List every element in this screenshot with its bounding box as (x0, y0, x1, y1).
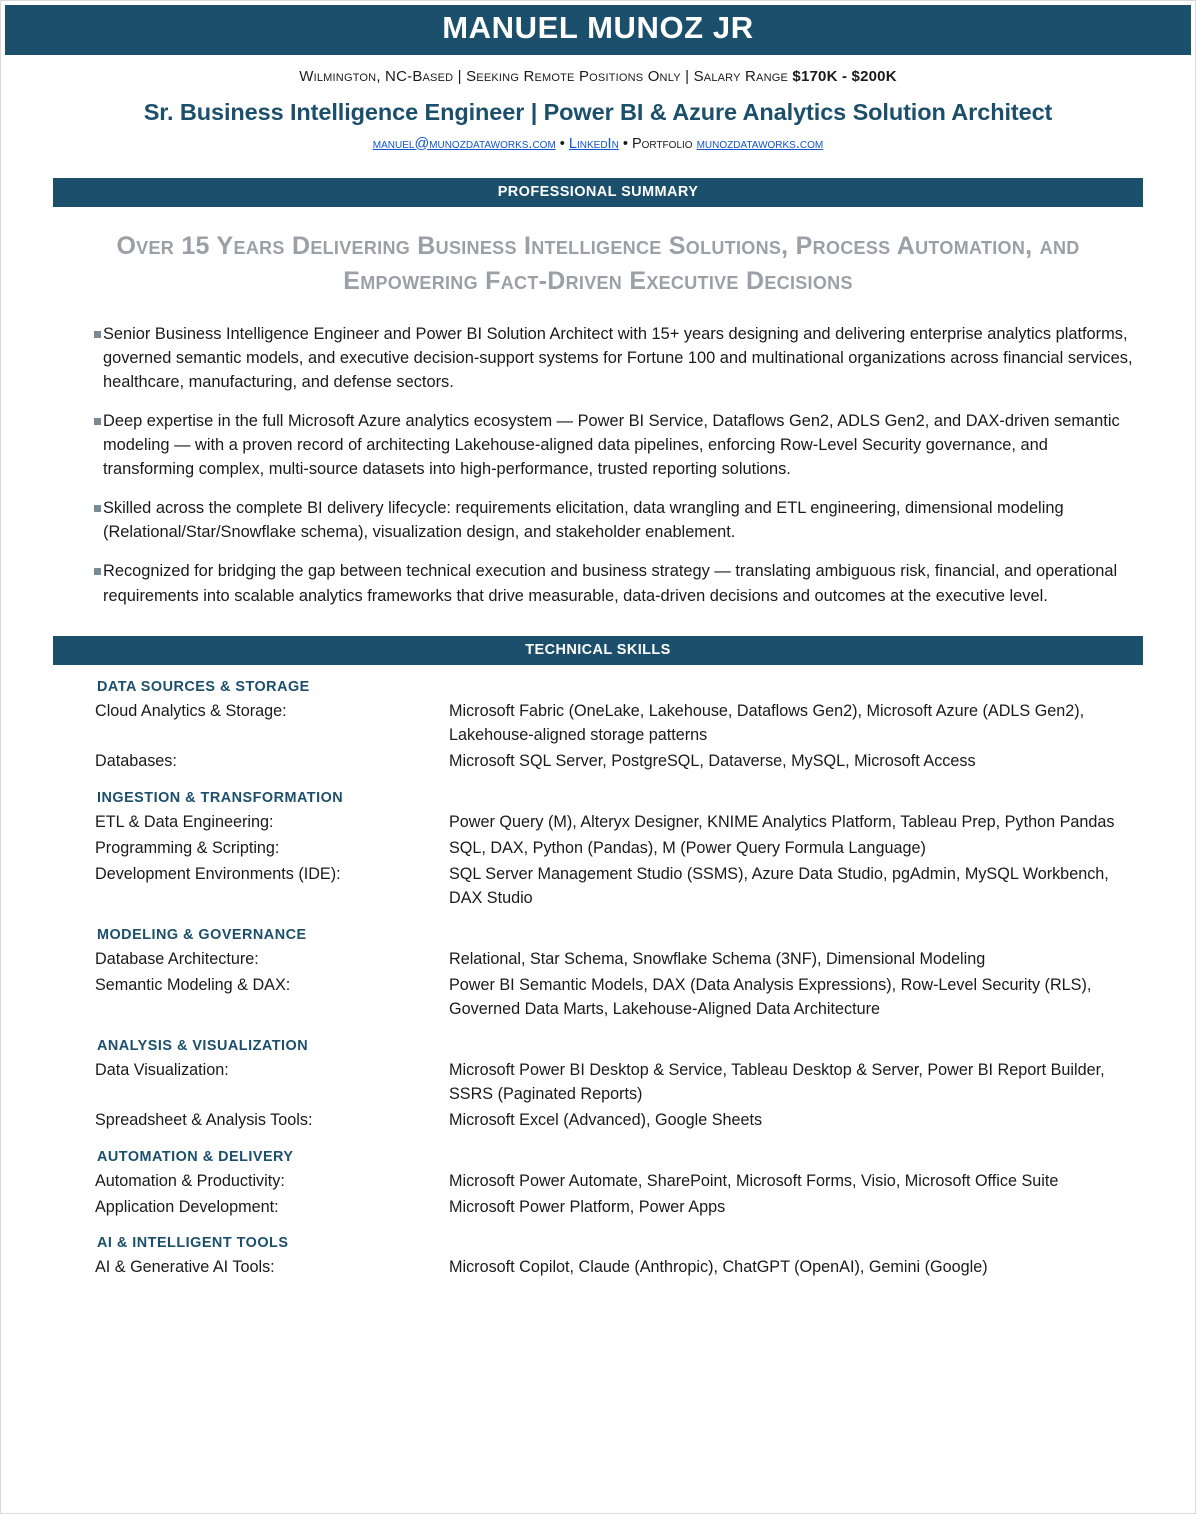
list-item: Skilled across the complete BI delivery lifecycle: requirements elicitation, data wrangling and ETL engineering, dimensional modeling (Relational/Star/Snowflake schema), visualization design, and stakeholder enablement. (61, 496, 1135, 544)
skill-group-heading: AUTOMATION & DELIVERY (97, 1148, 294, 1165)
portfolio-label: Portfolio (631, 135, 697, 152)
skill-label: Programming & Scripting: (95, 838, 280, 857)
email-link[interactable]: manuel@munozdataworks.com (372, 135, 556, 152)
technical-skills-body (61, 679, 1135, 1280)
skill-label: Databases: (95, 752, 177, 771)
skill-group-heading: DATA SOURCES & STORAGE (97, 678, 310, 695)
skill-label: ETL & Data Engineering: (95, 812, 274, 831)
skill-row (61, 1255, 1135, 1279)
location-subline (1, 68, 1195, 85)
section-header-technical-skills: TECHNICAL SKILLS (53, 636, 1143, 665)
skill-value: Power Query (M), Alteryx Designer, KNIME Analytics Platform, Tableau Prep, Python Pandas (449, 812, 1115, 831)
skill-value: Microsoft SQL Server, PostgreSQL, Dataverse, MySQL, Microsoft Access (449, 752, 976, 771)
skill-value: Relational, Star Schema, Snowflake Schema (3NF), Dimensional Modeling (449, 949, 986, 968)
skill-value: SQL Server Management Studio (SSMS), Azure Data Studio, pgAdmin, MySQL Workbench, DAX Studio (449, 865, 1109, 908)
skill-row (61, 947, 1135, 971)
skill-value: SQL, DAX, Python (Pandas), M (Power Query Formula Language) (449, 838, 926, 857)
skill-row (61, 973, 1135, 1022)
candidate-name: MANUEL MUNOZ JR (442, 10, 754, 45)
linkedin-link[interactable]: LinkedIn (568, 135, 619, 152)
skill-row (61, 810, 1135, 834)
location-text: Wilmington, NC-Based | Seeking Remote Positions Only | Salary Range (299, 67, 793, 85)
skill-label: Data Visualization: (95, 1060, 229, 1079)
skill-value: Microsoft Copilot, Claude (Anthropic), ChatGPT (OpenAI), Gemini (Google) (449, 1258, 988, 1277)
skill-value: Microsoft Power Automate, SharePoint, Microsoft Forms, Visio, Microsoft Office Suite (449, 1171, 1059, 1190)
skill-label: Application Development: (95, 1197, 279, 1216)
skill-row (61, 699, 1135, 748)
skill-label: Spreadsheet & Analysis Tools: (95, 1111, 313, 1130)
name-banner (5, 5, 1191, 55)
section-header-professional-summary: PROFESSIONAL SUMMARY (53, 178, 1143, 207)
skill-value: Microsoft Power Platform, Power Apps (449, 1197, 726, 1216)
portfolio-link[interactable]: munozdataworks.com (696, 135, 824, 152)
skill-label: Database Architecture: (95, 949, 259, 968)
skill-row (61, 1108, 1135, 1132)
list-item: Recognized for bridging the gap between technical execution and business strategy — translating ambiguous risk, financial, and operational requirements into scalable analytics frameworks that drive measurable, data-driven decisions and outcomes at the executive level. (61, 559, 1135, 607)
contact-separator-2: • (618, 135, 632, 152)
skill-group-heading: ANALYSIS & VISUALIZATION (97, 1037, 309, 1054)
skill-label: Automation & Productivity: (95, 1171, 285, 1190)
skill-row (61, 862, 1135, 911)
list-item: Deep expertise in the full Microsoft Azure analytics ecosystem — Power BI Service, Dataflows Gen2, ADLS Gen2, and DAX-driven semantic modeling — with a proven record of architecting Lakehouse-aligned data pipelines, enforcing Row-Level Security governance, and transforming complex, multi-source datasets into high-performance, trusted reporting solutions. (61, 409, 1135, 481)
summary-bullet-list (61, 322, 1135, 608)
skill-label: Cloud Analytics & Storage: (95, 701, 287, 720)
contact-separator-1: • (555, 135, 569, 152)
skill-label: AI & Generative AI Tools: (95, 1258, 275, 1277)
skill-group-heading: AI & INTELLIGENT TOOLS (97, 1235, 289, 1252)
professional-title: Sr. Business Intelligence Engineer | Power BI & Azure Analytics Solution Architect (143, 98, 1053, 125)
summary-headline: Over 15 Years Delivering Business Intelligence Solutions, Process Automation, and Empowering Fact-Driven Executive Decisions (116, 231, 1080, 296)
skill-group-heading: MODELING & GOVERNANCE (97, 926, 307, 943)
skill-group-heading: INGESTION & TRANSFORMATION (97, 789, 344, 806)
skill-row (61, 1058, 1135, 1107)
skill-row (61, 836, 1135, 860)
skill-row (61, 1195, 1135, 1219)
list-item: Senior Business Intelligence Engineer and Power BI Solution Architect with 15+ years designing and delivering enterprise analytics platforms, governed semantic models, and executive decision-support systems for Fortune 100 and multinational organizations across financial services, healthcare, manufacturing, and defense sectors. (61, 322, 1135, 394)
skill-value: Power BI Semantic Models, DAX (Data Analysis Expressions), Row-Level Security (RLS), Governed Data Marts, Lakehouse-Aligned Data Architecture (449, 976, 1092, 1019)
skill-label: Semantic Modeling & DAX: (95, 976, 291, 995)
skill-label: Development Environments (IDE): (95, 865, 341, 884)
skill-row (61, 1169, 1135, 1193)
skill-row (61, 749, 1135, 773)
salary-range: $170K - $200K (792, 67, 897, 85)
skill-value: Microsoft Power BI Desktop & Service, Tableau Desktop & Server, Power BI Report Builder, SSRS (Paginated Reports) (449, 1060, 1105, 1103)
skill-value: Microsoft Excel (Advanced), Google Sheets (449, 1111, 763, 1130)
contact-line (1, 136, 1195, 152)
skill-value: Microsoft Fabric (OneLake, Lakehouse, Dataflows Gen2), Microsoft Azure (ADLS Gen2), Lakehouse-aligned storage patterns (449, 701, 1085, 744)
